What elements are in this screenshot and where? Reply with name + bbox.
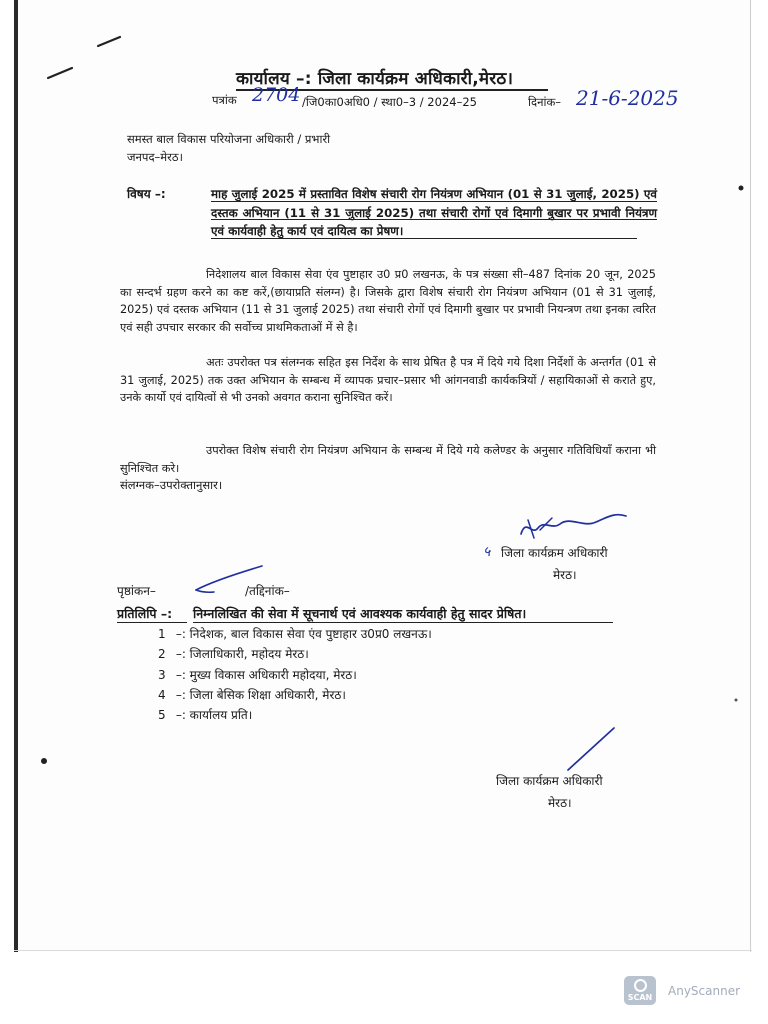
ref-rest: /जि0का0अधि0 / स्था0–3 / 2024–25 xyxy=(302,95,477,109)
addressee-block xyxy=(127,130,330,166)
signature1-designation: जिला कार्यक्रम अधिकारी xyxy=(501,546,608,560)
scan-speck xyxy=(41,758,47,764)
subject-underline xyxy=(211,238,637,239)
copy-list-number: 5 xyxy=(158,708,166,722)
endorsement-label: पृष्ठांकन– xyxy=(117,584,156,598)
date-handwritten: 21-6-2025 xyxy=(576,86,679,110)
endorsement-date-label: /तद्दिनांक– xyxy=(245,584,290,598)
copy-text: निम्नलिखित की सेवा में सूचनार्थ एवं आवश्यक कार्यवाही हेतु सादर प्रेषित। xyxy=(193,606,527,621)
scan-speck xyxy=(739,186,744,191)
signature1-city: मेरठ। xyxy=(553,568,577,582)
copy-list-item xyxy=(158,625,432,642)
copy-list-text: –: निदेशक, बाल विकास सेवा एंव पुष्टाहार उ0प्र0 लखनऊ। xyxy=(175,627,432,641)
body-paragraph-1: निदेशालय बाल विकास सेवा एंव पुष्टाहार उ0 प्र0 लखनऊ, के पत्र संख्सा सी–487 दिनांक 20 जून, 2025 का सन्दर्भ ग्रहण करने का कष्ट करें,(छायाप्रति संलग्न) है। जिसके द्वारा विशेष संचारी रोग नियंत्रण अभियान (01 से 31 जुलाई, 2025) एवं दस्तक अभियान (11 से 31 जुलाई 2025) तथा संचारी रोगों एवं दिमागी बुखार पर प्रभावी नियन्त्रण तथा इनका त्वरित एवं सही उपचार सरकार की सर्वोच्च प्राथमिकताओं में से है। xyxy=(120,268,656,334)
copy-label-underline xyxy=(117,622,187,623)
margin-pen-stroke-1 xyxy=(48,68,72,78)
ref-number-handwritten: 2704 xyxy=(252,84,301,106)
copy-list-item xyxy=(158,686,346,703)
copy-list-text: –: कार्यालय प्रति। xyxy=(175,708,253,722)
copy-list-text: –: जिलाधिकारी, महोदय मेरठ। xyxy=(175,647,309,661)
copy-list-item xyxy=(158,666,357,683)
body-paragraph-2: अतः उपरोक्त पत्र संलग्नक सहित इस निर्देश के साथ प्रेषित है पत्र में दिये गये दिशा निर्देशों के अन्तर्गत (01 से 31 जुलाई, 2025) तक उक्त अभियान के सम्बन्ध में व्यापक प्रचार–प्रसार भी आंगनवाडी कार्यकत्रियों / सहायिकाओं से कराते हुए, उनके कार्यो एवं दायित्वों से भी उनको अवगत कराना सुनिश्चित करें। xyxy=(120,356,656,404)
scanner-app-name: AnyScanner xyxy=(668,983,741,998)
enclosure-note: संलग्नक–उपरोक्तानुसार। xyxy=(120,478,223,492)
scan-speck xyxy=(735,699,738,702)
copy-list-text: –: मुख्य विकास अधिकारी महोदया, मेरठ। xyxy=(175,668,357,682)
copy-text-underline xyxy=(193,622,613,623)
copy-list-item xyxy=(158,706,252,723)
scanner-watermark xyxy=(624,976,740,1005)
subject-label: विषय –: xyxy=(127,187,166,201)
subject-text: माह जुलाई 2025 में प्रस्तावित विशेष संचारी रोग नियंत्रण अभियान (01 से 31 जुलाई, 2025) एवं दस्तक अभियान (11 से 31 जुलाई 2025) तथा संचारी रोगों एवं दिमागी बुखार पर प्रभावी नियंत्रण एवं कार्यवाही हेतु कार्य एवं दायित्व का प्रेषण। xyxy=(211,187,657,238)
ref-prefix: पत्रांक xyxy=(212,93,237,107)
signature2-designation: जिला कार्यक्रम अधिकारी xyxy=(496,774,603,788)
copy-list-item xyxy=(158,645,309,662)
scanner-app-logo-icon xyxy=(624,976,656,1005)
copy-list-text: –: जिला बेसिक शिक्षा अधिकारी, मेरठ। xyxy=(175,688,346,702)
logo-ring xyxy=(634,979,647,992)
signature2-mark xyxy=(568,728,614,770)
subject-underline xyxy=(211,201,657,202)
addressee-line: समस्त बाल विकास परियोजना अधिकारी / प्रभारी xyxy=(127,132,331,146)
signature1-mark xyxy=(521,515,626,534)
signature1-mark-2 xyxy=(528,518,552,538)
signature1-initial: ५ xyxy=(483,544,491,560)
copy-list-number: 4 xyxy=(158,688,166,702)
signature2-city: मेरठ। xyxy=(548,796,572,810)
body-paragraph-3: उपरोक्त विशेष संचारी रोग नियंत्रण अभियान के सम्बन्ध में दिये गये कलेण्डर के अनुसार गतिविधियाँ कराना भी सुनिश्चित करे। xyxy=(120,444,656,475)
copy-list-number: 3 xyxy=(158,668,166,682)
margin-pen-stroke-2 xyxy=(98,37,120,46)
subject-underline xyxy=(211,219,657,220)
addressee-line: जनपद–मेरठ। xyxy=(127,150,183,164)
office-title: कार्यालय –: जिला कार्यक्रम अधिकारी,मेरठ। xyxy=(236,69,514,89)
copy-label: प्रतिलिपि –: xyxy=(117,606,173,621)
copy-list-number: 1 xyxy=(158,627,166,641)
logo-text: SCAN xyxy=(627,993,653,1002)
copy-list-number: 2 xyxy=(158,647,166,661)
date-label: दिनांक– xyxy=(528,95,562,109)
endorsement-pen-hook xyxy=(196,590,214,592)
